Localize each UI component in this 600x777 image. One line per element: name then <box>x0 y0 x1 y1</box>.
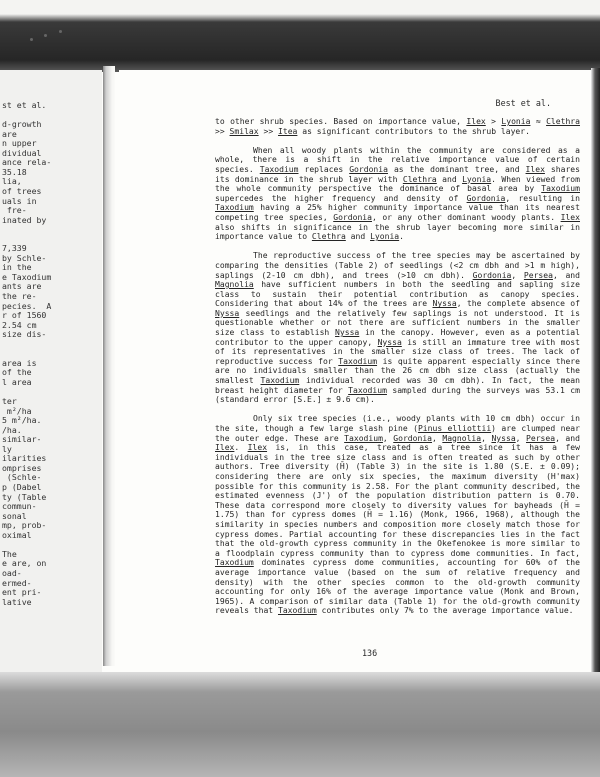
facing-page-line: lia, <box>2 176 22 187</box>
facing-page-line: (Schle- <box>2 472 42 483</box>
species-name: Lyonia <box>462 174 492 184</box>
facing-page-line: uals in <box>2 195 37 206</box>
facing-page-line: ance rela- <box>2 157 52 168</box>
facing-page-line: 35.18 <box>2 166 27 177</box>
text-run: have sufficient numbers in both the seedling and sapling size class to sustain their potential contribution as canopy species. Considering that about 14% of the trees are <box>215 280 580 309</box>
species-name: Taxodium <box>348 385 387 395</box>
text-run: , <box>515 433 526 443</box>
text-run: and <box>436 174 463 184</box>
species-name: Taxodium <box>215 203 254 213</box>
text-run: ≈ <box>530 117 547 126</box>
species-name: Nyssa <box>432 299 457 309</box>
facing-page-line: 5 m²/ha. <box>2 415 42 426</box>
facing-page-line: 7,339 <box>2 243 27 254</box>
species-name: Magnolia <box>442 433 482 443</box>
facing-page-line: similar- <box>2 434 42 445</box>
species-name: Magnolia <box>215 280 254 290</box>
text-run: contributes only 7% to the average importance value. <box>316 606 574 616</box>
species-name: Taxodium <box>344 433 383 443</box>
facing-page-line: st et al. <box>2 100 47 110</box>
paragraph <box>215 117 580 136</box>
body-text <box>215 117 580 625</box>
facing-page-line: pecies. A <box>2 300 52 311</box>
species-name: Taxodium <box>260 376 300 386</box>
paragraph <box>215 414 580 615</box>
text-run: to other shrub species. Based on importance value, <box>215 117 467 126</box>
facing-page-fragment <box>0 70 102 672</box>
text-run: , <box>481 433 492 443</box>
facing-page-line: 2.54 cm <box>2 319 37 330</box>
facing-page-line: size dis- <box>2 329 47 340</box>
species-name: Nyssa <box>335 328 360 338</box>
facing-page-line: d-growth <box>2 119 42 130</box>
facing-page-line: n upper <box>2 138 37 149</box>
text-run: and <box>345 232 371 242</box>
species-name: Gordonia <box>466 193 506 203</box>
scanner-shadow-right <box>591 68 600 688</box>
text-run: replaces <box>298 164 350 174</box>
text-run: is, in this case, treated as a tree since it has a few individuals in the tree size class and is often treated as such by other authors. Tree diversity (H̄) (Table 3) in the site is 1.80 (S.E. ± 0.09); considering there are only six species, the maximum diversity (H'max) possible for this community is 2.58. For the plant community described, the estimated evenness (J') of the population distribution pattern is 0.70. These data correspond more closely to diversity values for bayheads (H̄ = 1.75) than for cypress domes (H̄ = 1.16) (Monk, 1966, 1968), although the similarity in species numbers and composition more closely match those for cypress domes. Partial accounting for these discrepancies lies in the fact that the old-growth cypress community in the Okefenokee is more similar to a floodplain cypress community than to cypress dome communities. In fact, <box>215 443 580 558</box>
page-gutter <box>103 66 115 666</box>
species-name: Ilex <box>560 212 580 222</box>
facing-page-line: ent pri- <box>2 587 42 598</box>
text-run: , <box>382 433 394 443</box>
facing-page-line: fre- <box>2 205 27 216</box>
text-run: supercedes the higher frequency and density of <box>215 193 467 203</box>
species-name: Persea <box>523 270 553 280</box>
text-run: , and <box>552 270 580 280</box>
scan-speck <box>44 34 47 37</box>
text-run: having a 25% higher community importance value than its nearest competing tree species, <box>215 203 580 222</box>
facing-page-line: l area <box>2 376 32 387</box>
text-run: , or any other dominant woody plants. <box>371 212 561 222</box>
species-name: Clethra <box>546 117 580 126</box>
species-name: Ilex <box>247 443 268 453</box>
species-name: Ilex <box>525 164 545 174</box>
text-run: also shifts in significance in the shrub layer becoming more similar in importance value to <box>215 222 580 242</box>
facing-page-line: m²/ha <box>2 405 32 416</box>
species-name: Persea <box>526 433 556 443</box>
facing-page-line: oximal <box>2 529 32 540</box>
species-name: Pinus elliottii <box>417 424 492 433</box>
species-name: Itea <box>278 126 298 136</box>
species-name: Taxodium <box>338 356 378 366</box>
species-name: Lyonia <box>370 232 400 242</box>
text-run: The reproductive success of the tree species may be ascertained by comparing the densities (Table 2) of seedlings (<2 cm dbh and >1 m high), saplings (2-10 cm dbh), and trees (>10 cm dbh). <box>215 251 580 280</box>
species-name: Taxodium <box>259 164 299 174</box>
paragraph <box>215 146 580 242</box>
facing-page-line: by Schle- <box>2 252 47 263</box>
page-number: 136 <box>362 648 378 658</box>
facing-page-line: e Taxodium <box>2 271 52 282</box>
text-run: as significant contributors to the shrub layer. <box>297 126 530 136</box>
text-run: sampled during the surveys was 53.1 cm (standard error [S.E.] ± 9.6 cm). <box>215 385 580 405</box>
text-run: When all woody plants within the community are considered as a whole, there is a shift in the relative importance value of certain species. <box>215 145 580 174</box>
species-name: Clethra <box>402 174 437 184</box>
text-run: , <box>511 270 524 280</box>
facing-page-line: r of 1560 <box>2 310 47 321</box>
text-run: is still an immature tree with most of its representatives in the smaller size class of trees. The lack of reproductive success for <box>215 337 580 366</box>
text-run: is quite apparent especially since there are no individuals smaller than the 26 cm dbh size class (actually the smallest <box>215 356 580 386</box>
text-run: , <box>432 433 443 443</box>
facing-page-line: ermed- <box>2 577 32 588</box>
scanner-shadow-bottom <box>0 672 600 777</box>
facing-page-line: ter <box>2 396 17 407</box>
species-name: Nyssa <box>377 337 402 347</box>
facing-page-line: inated by <box>2 214 47 225</box>
facing-page-line: sonal <box>2 510 27 521</box>
text-run: . <box>399 232 404 242</box>
facing-page-line: of trees <box>2 185 42 196</box>
species-name: Taxodium <box>215 558 254 568</box>
species-name: Taxodium <box>277 606 317 616</box>
paragraph <box>215 251 580 405</box>
scanner-shadow-top <box>0 0 600 72</box>
text-run: , the complete absence of <box>456 299 580 309</box>
facing-page-line: omprises <box>2 462 42 473</box>
species-name: Gordonia <box>472 270 512 280</box>
facing-page-line: p (Dabel <box>2 482 42 492</box>
species-name: Clethra <box>311 232 346 242</box>
text-run: shares its dominance in the shrub layer with <box>215 164 580 184</box>
scan-speck <box>30 38 33 41</box>
facing-page-line: e are, on <box>2 558 47 569</box>
document-page <box>119 70 591 672</box>
facing-page-line: lative <box>2 596 32 607</box>
facing-page-line: dividual <box>2 147 42 158</box>
species-name: Gordonia <box>349 164 388 174</box>
species-name: Gordonia <box>393 433 433 443</box>
facing-page-line: area is <box>2 357 37 368</box>
text-run: > <box>485 117 502 126</box>
facing-page-line: are <box>2 128 17 139</box>
species-name: Nyssa <box>491 433 516 443</box>
facing-page-line: of the <box>2 367 32 378</box>
species-name: Ilex <box>466 117 486 126</box>
facing-page-line: ilarities <box>2 453 47 464</box>
facing-page-line: ants are <box>2 281 42 292</box>
text-run: individual recorded was 30 cm dbh). In fact, the mean breast height diameter for <box>215 376 580 395</box>
facing-page-line: ty (Table <box>2 491 47 502</box>
text-run: ) are clumped near the outer edge. These are <box>215 424 580 443</box>
text-run: , resulting in <box>505 193 580 203</box>
species-name: Lyonia <box>501 117 531 126</box>
text-run: as the dominant tree, and <box>387 164 526 174</box>
running-head: Best et al. <box>495 98 551 108</box>
text-run: in the canopy. However, even as a potential contributor to the upper canopy, <box>215 328 580 347</box>
facing-page-line: commun- <box>2 501 37 512</box>
text-run: . <box>234 443 248 453</box>
species-name: Ilex <box>215 443 235 453</box>
facing-page-line: mp, prob- <box>2 520 47 531</box>
species-name: Gordonia <box>333 212 372 222</box>
text-run: . When viewed from the whole community perspective the dominance of basal area by <box>215 174 580 194</box>
text-run: dominates cypress dome communities, accounting for 60% of the average importance value (based on the sum of relative frequency and density) with the other species common to the old-growth community accounting for only 16% of the average importance value (Monk and Brown, 1965). A comparison of similar data (Table 1) for the old-growth community reveals that <box>215 558 580 616</box>
facing-page-line: the re- <box>2 291 37 301</box>
text-run: seedlings and the relatively few saplings is not understood. It is questionable whether or not there are sufficient numbers in the smaller size class to establish <box>215 308 580 338</box>
facing-page-line: in the <box>2 262 32 273</box>
facing-page-line: The <box>2 548 17 559</box>
species-name: Smilax <box>229 126 259 136</box>
facing-page-line: /ha. <box>2 424 22 435</box>
text-run: Only six tree species (i.e., woody plants with 10 cm dbh) occur in the site, though a few large slash pine ( <box>215 414 580 433</box>
text-run: , and <box>555 433 580 443</box>
facing-page-line: oad- <box>2 567 22 578</box>
species-name: Taxodium <box>541 184 580 194</box>
species-name: Nyssa <box>215 308 240 318</box>
text-run: >> <box>258 126 279 136</box>
scan-speck <box>59 30 62 33</box>
text-run: >> <box>215 126 230 136</box>
facing-page-line: ly <box>2 443 12 454</box>
